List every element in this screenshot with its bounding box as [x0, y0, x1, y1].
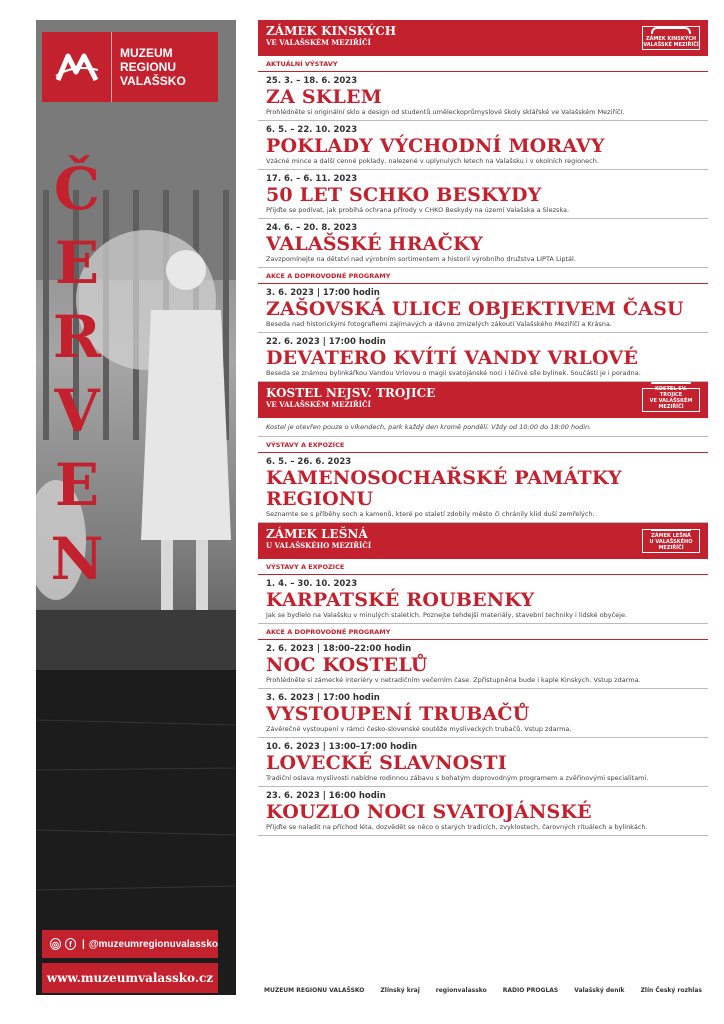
- partner-logo[interactable]: RADIO PROGLAS: [502, 986, 559, 994]
- venue-name: ZÁMEK LEŠNÁ: [266, 527, 368, 541]
- partner-logo[interactable]: Zlín Český rozhlas: [640, 986, 702, 994]
- section-label: AKCE A DOPROVODNÉ PROGRAMY: [258, 268, 708, 284]
- event-description: Beseda nad historickými fotografiemi zajímavých a dávno zmizelých zákoutí Valašského Meziříčí a Krásna.: [266, 320, 612, 328]
- event-date: 2. 6. 2023 | 18:00–22:00 hodin: [266, 644, 412, 654]
- partner-logo[interactable]: Valašský deník: [574, 986, 625, 994]
- event-description: Přijďte se podívat, jak probíhá ochrana přírody v CHKO Beskydy na území Valašska a Slezska.: [266, 206, 570, 214]
- building-icon: [651, 382, 691, 384]
- event-description: Seznamte se s příběhy soch a kamenů, které po staletí zdobily město či chránily klid duší zemřelých.: [266, 510, 595, 518]
- event-date: 1. 4. – 30. 10. 2023: [266, 579, 358, 589]
- event-description: Beseda se známou bylinkářkou Vandou Vrlovou o magii svatojánské noci i léčivé síle bylinek. Součástí je i poradna.: [266, 369, 641, 377]
- event-title: ZA SKLEM: [266, 86, 382, 108]
- event-description: Prohlédněte si originální sklo a design od studentů uměleckoprůmyslové školy sklářské ve Valašském Meziříčí.: [266, 108, 625, 116]
- event-title: VYSTOUPENÍ TRUBAČŮ: [266, 703, 530, 725]
- event-description: Prohlédněte si zámecké interiéry v netradičním večerním čase. Zpřístupněna bude i kaple Kinských. Vstup zdarma.: [266, 676, 641, 684]
- month-title: [42, 152, 112, 596]
- venue-name: ZÁMEK KINSKÝCH: [266, 24, 397, 38]
- partner-logos: [258, 975, 708, 1005]
- venue-logo-line: ZÁMEK KINSKÝCH: [645, 36, 697, 42]
- social-bar[interactable]: ◎ f | @muzeumregionuvalassko: [42, 930, 218, 958]
- event-title: KARPATSKÉ ROUBENKY: [266, 589, 535, 611]
- venue-logo: [642, 388, 700, 412]
- event-date: 3. 6. 2023 | 17:00 hodin: [266, 693, 380, 703]
- venue-logo: [642, 26, 700, 50]
- program-list: [258, 20, 708, 836]
- event-date: 6. 5. – 26. 6. 2023: [266, 457, 352, 467]
- venue-name: KOSTEL NEJSV. TROJICE: [266, 386, 436, 400]
- event-item[interactable]: [258, 787, 708, 836]
- event-description: Přijďte se naladit na příchod léta, dozvědět se něco o starých tradicích, zvyklostech, čarovných rituálech a bylinkách.: [266, 823, 648, 831]
- event-description: Tradiční oslava myslivosti nabídne rodinnou zábavu s bohatým doprovodným programem a zvěřinovými specialitami.: [266, 774, 649, 782]
- section-label: AKTUÁLNÍ VÝSTAVY: [258, 56, 708, 72]
- event-description: Zavzpomínejte na dětství nad výrobním sortimentem a historií výrobního družstva LIPTA Liptál.: [266, 255, 576, 263]
- event-date: 10. 6. 2023 | 13:00–17:00 hodin: [266, 742, 418, 752]
- event-item[interactable]: [258, 121, 708, 170]
- month-letter: E: [54, 229, 100, 297]
- month-letter: R: [52, 303, 102, 371]
- event-description: Závěrečné vystoupení v rámci česko-slovenské soutěže mysliveckých trubačů. Vstup zdarma.: [266, 725, 572, 733]
- event-title: NOC KOSTELŮ: [266, 654, 428, 676]
- event-item[interactable]: [258, 575, 708, 624]
- event-date: 17. 6. – 6. 11. 2023: [266, 174, 358, 184]
- museum-name: MUZEUM REGIONU VALAŠSKO: [120, 46, 186, 88]
- building-icon: [651, 529, 691, 531]
- instagram-icon[interactable]: ◎: [51, 939, 59, 949]
- event-item[interactable]: [258, 689, 708, 738]
- event-item[interactable]: [258, 170, 708, 219]
- month-letter: E: [54, 451, 100, 519]
- venue-logo-line: U VALAŠSKÉHO MEZIŘÍČÍ: [649, 539, 693, 551]
- event-title: POKLADY VÝCHODNÍ MORAVY: [266, 135, 605, 157]
- facebook-icon[interactable]: f: [65, 938, 76, 950]
- event-date: 22. 6. 2023 | 17:00 hodin: [266, 337, 386, 347]
- event-date: 25. 3. – 18. 6. 2023: [266, 76, 358, 86]
- venue-header: [258, 523, 708, 559]
- venue-logo-line: ZÁMEK LEŠNÁ: [651, 533, 691, 539]
- social-handle[interactable]: @muzeumregionuvalassko: [88, 938, 218, 950]
- website-link[interactable]: www.muzeumvalassko.cz: [42, 963, 218, 993]
- month-letter: N: [50, 525, 104, 593]
- event-title: VALAŠSKÉ HRAČKY: [266, 233, 483, 255]
- month-letter: Č: [53, 155, 101, 223]
- venue-logo-line: VE VALAŠSKÉM MEZIŘÍČÍ: [649, 398, 693, 410]
- event-item[interactable]: [258, 284, 708, 333]
- venue-subtitle: U VALAŠSKÉHO MEZIŘÍČÍ: [266, 541, 372, 550]
- event-description: Vzácné mince a další cenné poklady, nalezené v uplynulých letech na Valašsku i v okolních regionech.: [266, 157, 599, 165]
- event-date: 6. 5. – 22. 10. 2023: [266, 125, 358, 135]
- event-title: LOVECKÉ SLAVNOSTI: [266, 752, 507, 774]
- venue-header: [258, 20, 708, 56]
- museum-logo[interactable]: [42, 32, 218, 102]
- event-item[interactable]: [258, 738, 708, 787]
- venue-logo: [642, 529, 700, 553]
- partner-logo[interactable]: regionvalassko: [435, 986, 487, 994]
- building-icon: [651, 27, 691, 34]
- venue-subtitle: VE VALAŠSKÉM MEZIŘÍČÍ: [266, 400, 371, 409]
- event-title: ZAŠOVSKÁ ULICE OBJEKTIVEM ČASU: [266, 298, 684, 320]
- event-item[interactable]: [258, 453, 708, 523]
- section-label: AKCE A DOPROVODNÉ PROGRAMY: [258, 624, 708, 640]
- event-date: 24. 6. – 20. 8. 2023: [266, 223, 358, 233]
- event-item[interactable]: [258, 72, 708, 121]
- venue-logo-line: KOSTEL SV. TROJICE: [655, 386, 687, 398]
- partner-logo[interactable]: MUZEUM REGIONU VALAŠSKO: [264, 986, 365, 994]
- venue-logo-line: VALAŠSKÉ MEZIŘÍČÍ: [643, 42, 699, 48]
- section-label: VÝSTAVY A EXPOZICE: [258, 559, 708, 575]
- event-item[interactable]: [258, 219, 708, 268]
- section-label: VÝSTAVY A EXPOZICE: [258, 437, 708, 453]
- event-date: 23. 6. 2023 | 16:00 hodin: [266, 791, 386, 801]
- event-description: Jak se bydlelo na Valašsku v minulých staletích. Poznejte tehdejší materiály, stavební techniky i lidské obyčeje.: [266, 611, 628, 619]
- venue-subtitle: VE VALAŠSKÉM MEZIŘÍČÍ: [266, 38, 371, 47]
- event-item[interactable]: [258, 333, 708, 382]
- venue-header: [258, 382, 708, 418]
- partner-logo[interactable]: Zlínský kraj: [380, 986, 420, 994]
- event-item[interactable]: [258, 640, 708, 689]
- event-date: 3. 6. 2023 | 17:00 hodin: [266, 288, 380, 298]
- venue-note: Kostel je otevřen pouze o víkendech, park každý den kromě pondělí. Vždy od 10:00 do 18:00 hodin.: [258, 418, 708, 437]
- museum-m-icon: [42, 32, 112, 102]
- event-title: DEVATERO KVÍTÍ VANDY VRLOVÉ: [266, 347, 639, 369]
- event-title: 50 LET SCHKO BESKYDY: [266, 184, 542, 206]
- event-title: KAMENOSOCHAŘSKÉ PAMÁTKY REGIONU: [266, 467, 622, 510]
- month-letter: V: [54, 377, 100, 445]
- event-title: KOUZLO NOCI SVATOJÁNSKÉ: [266, 801, 592, 823]
